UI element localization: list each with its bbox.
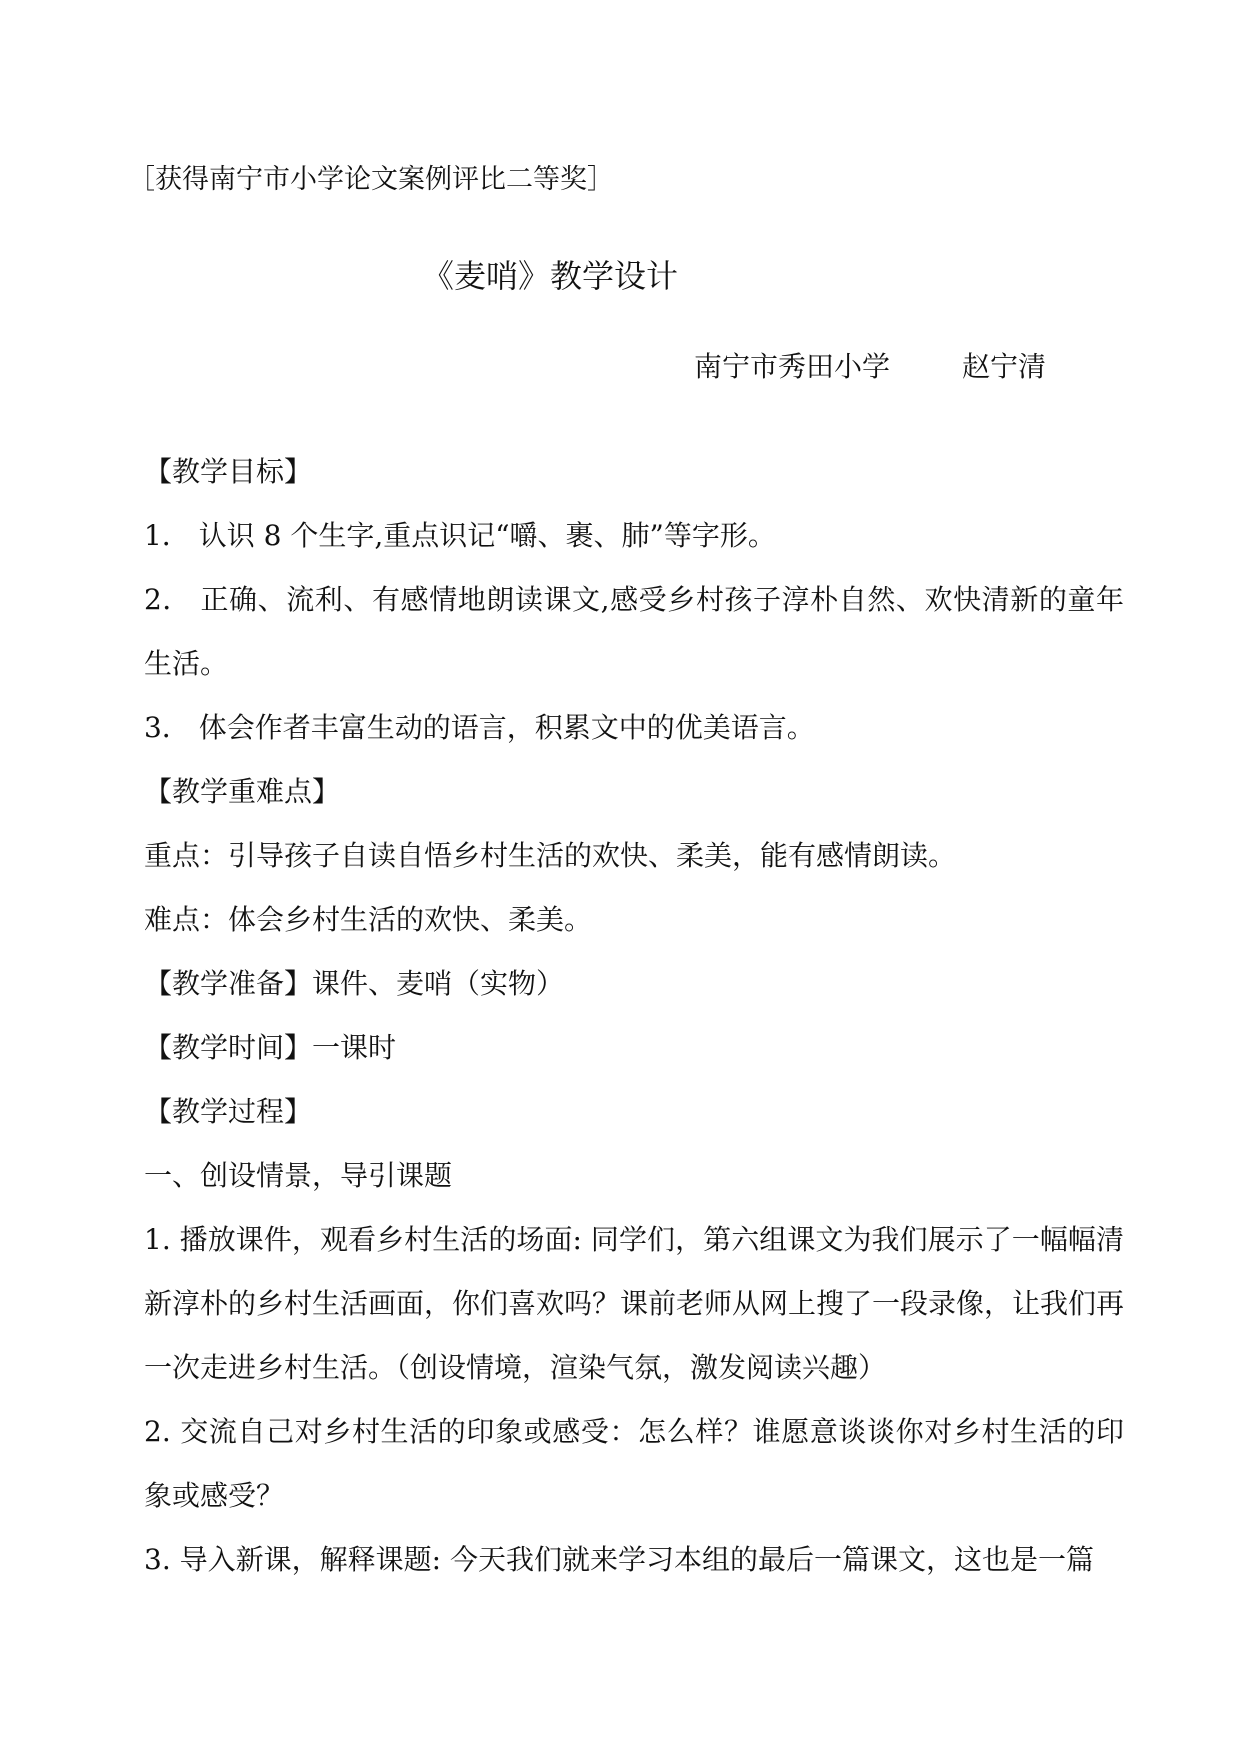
goal-item-3: 3． 体会作者丰富生动的语言，积累文中的优美语言。 <box>144 711 815 744</box>
goal-item-2: 2． 正确、流利、有感情地朗读课文,感受乡村孩子淳朴自然、欢快清新的童年生活。 <box>144 583 1124 680</box>
section-preparation: 【教学准备】课件、麦哨（实物） <box>144 967 565 1000</box>
author-line <box>694 347 1046 387</box>
difficult-point: 难点：体会乡村生活的欢快、柔美。 <box>144 903 593 936</box>
goal-item-1: 1． 认识 8 个生字,重点识记“嚼、裹、肺”等字形。 <box>144 519 776 552</box>
section-heading-process: 【教学过程】 <box>144 1095 313 1128</box>
award-line: ［获得南宁市小学论文案例评比二等奖］ <box>128 164 614 195</box>
section-heading-goals: 【教学目标】 <box>144 455 313 488</box>
key-point: 重点：引导孩子自读自悟乡村生活的欢快、柔美，能有感情朗读。 <box>144 839 957 872</box>
process-paragraph-3: 3. 导入新课，解释课题: 今天我们就来学习本组的最后一篇课文，这也是一篇 <box>144 1543 1094 1576</box>
document-body <box>144 440 1124 1592</box>
author-school: 南宁市秀田小学 <box>694 350 891 383</box>
process-step-heading-1: 一、创设情景，导引课题 <box>144 1159 453 1192</box>
section-time: 【教学时间】一课时 <box>144 1031 397 1064</box>
process-paragraph-1: 1. 播放课件，观看乡村生活的场面: 同学们，第六组课文为我们展示了一幅幅清新淳朴的乡村生活画面，你们喜欢吗？课前老师从网上搜了一段录像，让我们再一次走进乡村生活。（创设情境，渲染气氛，激发阅读兴趣） <box>144 1223 1125 1384</box>
process-paragraph-2: 2. 交流自己对乡村生活的印象或感受：怎么样？谁愿意谈谈你对乡村生活的印象或感受？ <box>144 1415 1124 1512</box>
document-title: 《麦哨》教学设计 <box>422 257 679 295</box>
author-name: 赵宁清 <box>962 350 1047 383</box>
section-heading-key-points: 【教学重难点】 <box>144 775 341 808</box>
